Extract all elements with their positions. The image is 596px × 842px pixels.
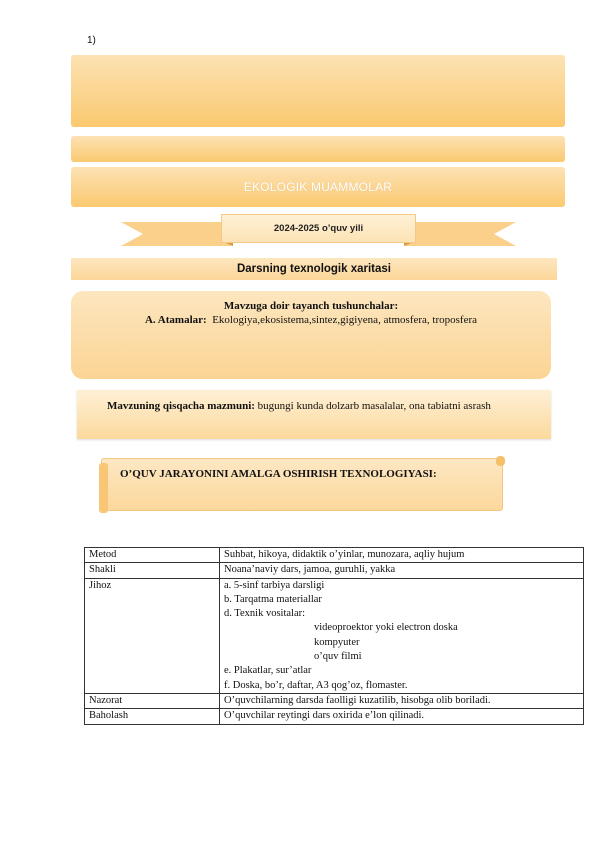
row-key: Nazorat bbox=[85, 693, 220, 708]
summary-line bbox=[107, 400, 491, 412]
row-value-line: o’quv filmi bbox=[314, 651, 362, 663]
table-row bbox=[85, 709, 584, 724]
topic-title: EKOLOGIK MUAMMOLAR bbox=[243, 180, 393, 194]
table-row bbox=[85, 578, 584, 693]
row-key: Baholash bbox=[85, 709, 220, 724]
school-year: 2024-2025 o’quv yili bbox=[221, 214, 416, 243]
technology-scroll bbox=[101, 458, 503, 511]
technology-title: O’QUV JARAYONINI AMALGA OSHIRISH TEXNOLOGIYASI: bbox=[120, 468, 437, 480]
row-value-line: Noana’naviy dars, jamoa, guruhli, yakka bbox=[224, 564, 396, 576]
summary-label: Mavzuning qisqacha mazmuni: bbox=[107, 400, 255, 412]
top-banner bbox=[71, 55, 565, 127]
summary-text: bugungi kunda dolzarb masalalar, ona tabiatni asrash bbox=[257, 400, 491, 412]
row-key: Metod bbox=[85, 548, 220, 563]
concepts-text: Ekologiya,ekosistema,sintez,gigiyena, atmosfera, troposfera bbox=[212, 314, 478, 326]
page-number: 1) bbox=[87, 35, 96, 46]
summary-box bbox=[77, 390, 551, 439]
table-row bbox=[85, 563, 584, 578]
scroll-curl-left bbox=[99, 463, 108, 513]
row-value-line: d. Texnik vositalar: bbox=[224, 608, 306, 620]
row-value-line: e. Plakatlar, sur’atlar bbox=[224, 665, 312, 677]
row-value-line: f. Doska, bo’r, daftar, A3 qog’oz, flomaster. bbox=[224, 679, 408, 691]
row-value-line: videoproektor yoki electron doska bbox=[314, 622, 458, 634]
row-value bbox=[220, 578, 584, 693]
scroll-curl-right bbox=[496, 456, 505, 466]
row-value bbox=[220, 709, 584, 724]
second-banner bbox=[71, 136, 565, 162]
concepts-line bbox=[71, 314, 551, 326]
row-value bbox=[220, 693, 584, 708]
concepts-box bbox=[71, 291, 551, 379]
school-year-ribbon bbox=[121, 212, 516, 252]
table-row bbox=[85, 693, 584, 708]
concepts-heading: Mavzuga doir tayanch tushunchalar: bbox=[223, 300, 399, 312]
map-title: Darsning texnologik xaritasi bbox=[71, 258, 557, 280]
row-value-line: O’quvchilarning darsda faolligi kuzatilib, hisobga olib boriladi. bbox=[224, 694, 491, 706]
topic-banner bbox=[71, 167, 565, 207]
row-value bbox=[220, 563, 584, 578]
row-value-line: Suhbat, hikoya, didaktik o’yinlar, munozara, aqliy hujum bbox=[224, 549, 465, 560]
row-key: Jihoz bbox=[85, 578, 220, 693]
row-value-line: O’quvchilar reytingi dars oxirida e’lon qilinadi. bbox=[224, 710, 425, 722]
row-key: Shakli bbox=[85, 563, 220, 578]
row-value-line: kompyuter bbox=[314, 636, 360, 648]
row-value-line: a. 5-sinf tarbiya darsligi bbox=[224, 579, 325, 591]
row-value bbox=[220, 548, 584, 563]
concepts-label: A. Atamalar: bbox=[144, 314, 207, 326]
lesson-info-table bbox=[84, 547, 584, 725]
row-value-line: b. Tarqatma materiallar bbox=[224, 593, 322, 605]
table-row bbox=[85, 548, 584, 563]
